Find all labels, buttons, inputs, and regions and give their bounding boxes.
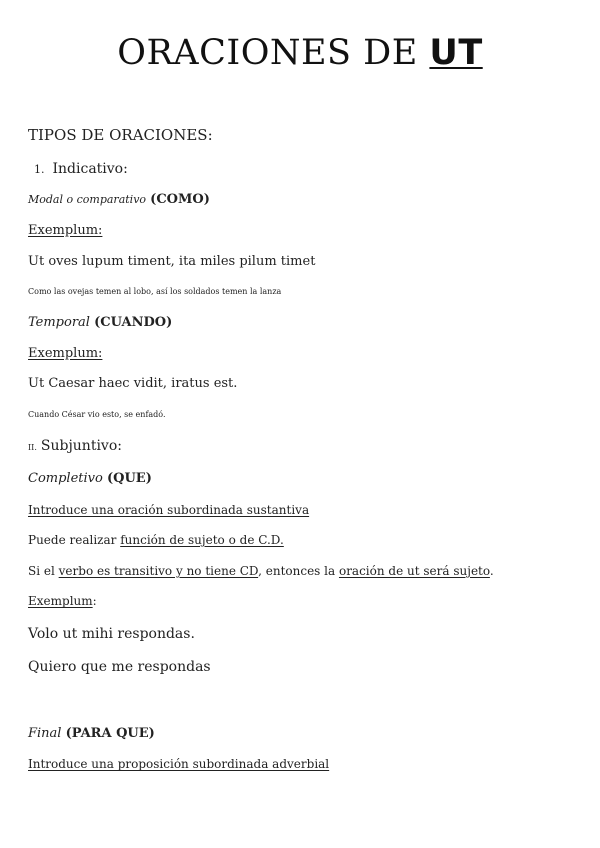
completivo-latin: Volo ut mihi respondas. [28,626,195,642]
temporal-translation: Cuando César vio esto, se enfadó. [28,410,166,419]
subjuntivo-heading [28,438,122,454]
completivo-condition [28,564,494,578]
completivo-function-prefix: Puede realizar [28,533,121,547]
completivo-example-colon: : [92,594,97,608]
completivo-example-label [28,594,97,608]
temporal-latin: Ut Caesar haec vidit, iratus est. [28,376,238,391]
modal-translation: Como las ovejas temen al lobo, así los soldados temen la lanza [28,287,282,296]
completivo-keyword: (QUE) [106,471,152,486]
completivo-heading [28,471,152,486]
modal-term: Modal o comparativo [28,193,147,206]
final-term: Final [28,726,62,741]
temporal-example-label: Exemplum: [28,346,103,361]
completivo-intro: Introduce una oración subordinada sustantiva [28,503,310,517]
temporal-term: Temporal [28,315,90,330]
final-intro: Introduce una proposición subordinada adverbial [28,757,330,771]
completivo-term: Completivo [28,471,103,486]
section-heading: TIPOS DE ORACIONES: [28,126,213,144]
indicativo-number: 1. [34,163,45,176]
title-main: ORACIONES DE [117,33,418,73]
completivo-function-link: función de sujeto o de C.D. [120,533,284,547]
temporal-keyword: (CUANDO) [94,315,173,330]
modal-example-label: Exemplum: [28,223,103,238]
cond-middle: , entonces la [258,564,339,578]
page-title [0,28,600,78]
cond-prefix: Si el [28,564,59,578]
cond-link-oracion: oración de ut será sujeto [338,564,490,578]
completivo-function [28,533,284,547]
subjuntivo-label: Subjuntivo: [40,438,122,454]
modal-latin: Ut oves lupum timent, ita miles pilum timet [28,254,316,269]
completivo-translation: Quiero que me respondas [28,659,211,675]
title-accent: UT [429,33,483,73]
indicativo-label: Indicativo: [52,161,128,177]
modal-heading [28,192,210,207]
completivo-example-word: Exemplum [28,594,93,608]
final-keyword: (PARA QUE) [65,726,155,741]
subjuntivo-number: II. [28,443,37,452]
modal-keyword: (COMO) [150,192,210,207]
final-heading [28,726,155,741]
cond-suffix: . [489,564,494,578]
indicativo-heading [28,161,128,177]
temporal-heading [28,315,172,330]
cond-link-verbo: verbo es transitivo y no tiene CD [58,564,259,578]
